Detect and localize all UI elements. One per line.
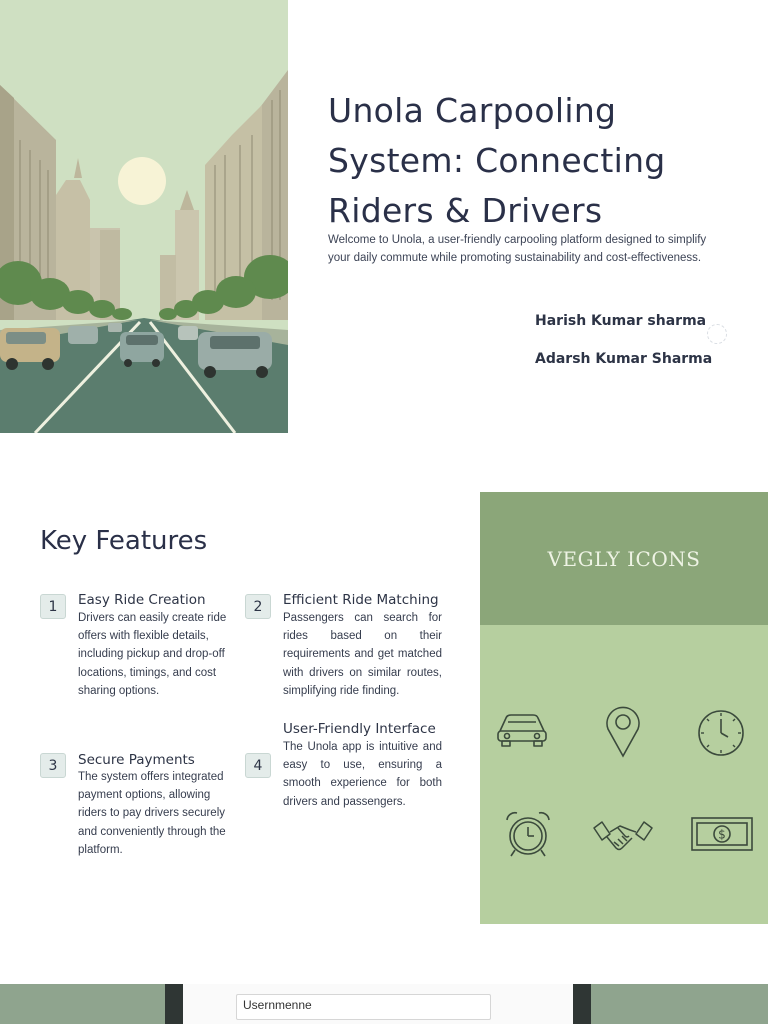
feature-title: User-Friendly Interface: [283, 721, 436, 737]
feature-number: 2: [245, 594, 271, 619]
feature-number: 4: [245, 753, 271, 778]
section-title: Key Features: [40, 526, 208, 556]
feature-description: Drivers can easily create ride offers with flexible details, including pickup and drop-off locations, timings, and cost sharing options.: [78, 612, 227, 697]
clock-icon: [696, 708, 746, 758]
feature-description: Passengers can search for rides based on their requirements and get matched with drivers on similar routes, simplifying ride finding.: [283, 612, 442, 697]
login-preview-strip: [0, 984, 768, 1024]
feature-title: Secure Payments: [78, 752, 195, 768]
feature-description: The system offers integrated payment options, allowing riders to pay drivers securely and conveniently through the platform.: [78, 771, 226, 856]
icons-panel-header: [480, 492, 768, 625]
author-name: Adarsh Kumar Sharma: [535, 351, 713, 367]
car-icon: [495, 709, 549, 749]
icons-panel-label: VEGLY ICONS: [547, 546, 701, 571]
author-name: Harish Kumar sharma: [535, 313, 707, 329]
feature-number: 1: [40, 594, 66, 619]
feature-title: Efficient Ride Matching: [283, 592, 439, 608]
username-field[interactable]: Usernmenne: [236, 994, 491, 1020]
alarm-clock-icon: [501, 808, 555, 860]
loading-indicator-icon: [707, 324, 727, 344]
background-panel: [0, 984, 165, 1024]
divider: [165, 984, 183, 1024]
city-street-illustration: [0, 0, 288, 433]
feature-description: The Unola app is intuitive and easy to use, ensuring a smooth experience for both drivers and passengers.: [283, 741, 442, 808]
icons-panel: [480, 492, 768, 924]
page-title: Unola Carpooling System: Connecting Riders & Drivers: [328, 91, 666, 230]
feature-title: Easy Ride Creation: [78, 592, 206, 608]
location-pin-icon: [603, 703, 643, 759]
divider: [573, 984, 591, 1024]
banknote-icon: [690, 815, 754, 853]
feature-number: 3: [40, 753, 66, 778]
svg-text:$: $: [718, 827, 726, 842]
handshake-icon: [592, 818, 654, 856]
background-panel: [591, 984, 768, 1024]
intro-paragraph: Welcome to Unola, a user-friendly carpooling platform designed to simplify your daily commute while promoting sustainability and cost-effectiveness.: [328, 234, 707, 264]
